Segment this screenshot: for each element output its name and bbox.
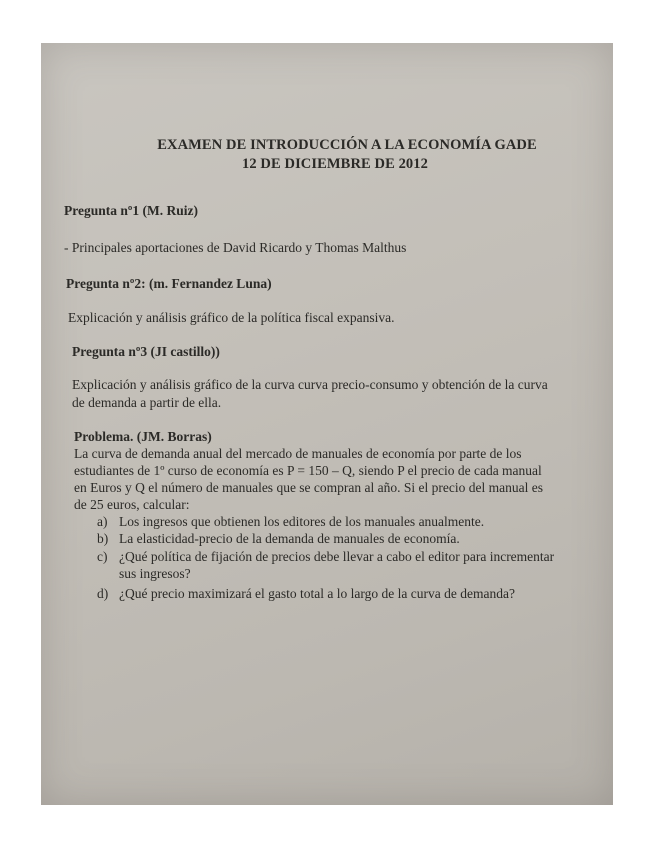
problem-item-c-continuation: sus ingresos?	[119, 566, 191, 581]
question-1-heading: Pregunta nº1 (M. Ruiz)	[64, 203, 198, 218]
question-3-heading: Pregunta nº3 (JI castillo))	[72, 344, 220, 359]
exam-title: EXAMEN DE INTRODUCCIÓN A LA ECONOMÍA GADE	[157, 137, 537, 153]
problem-statement-line: de 25 euros, calcular:	[74, 497, 190, 512]
question-2-heading: Pregunta nº2: (m. Fernandez Luna)	[66, 276, 272, 291]
item-label: b)	[97, 531, 109, 546]
exam-date: 12 DE DICIEMBRE DE 2012	[242, 156, 428, 172]
item-text: ¿Qué precio maximizará el gasto total a lo largo de la curva de demanda?	[119, 586, 515, 601]
problem-statement-line: La curva de demanda anual del mercado de manuales de economía por parte de los	[74, 446, 522, 461]
item-text: ¿Qué política de fijación de precios debe llevar a cabo el editor para incrementar	[119, 549, 555, 564]
problem-item-c	[97, 549, 554, 565]
exam-sheet	[41, 43, 613, 805]
item-label: c)	[97, 549, 108, 564]
problem-item-a	[97, 514, 484, 530]
problem-heading: Problema. (JM. Borras)	[74, 429, 212, 444]
item-label: a)	[97, 514, 108, 529]
item-label: d)	[97, 586, 109, 601]
question-3-line: de demanda a partir de ella.	[72, 395, 222, 410]
problem-statement-line: estudiantes de 1º curso de economía es P = 150 – Q, siendo P el precio de cada manual	[74, 463, 542, 478]
item-text: La elasticidad-precio de la demanda de manuales de economía.	[119, 531, 460, 546]
item-text: Los ingresos que obtienen los editores de los manuales anualmente.	[119, 514, 485, 529]
problem-statement-line: en Euros y Q el número de manuales que se compran al año. Si el precio del manual es	[74, 480, 543, 495]
question-3-line: Explicación y análisis gráfico de la curva curva precio-consumo y obtención de la curva	[72, 377, 548, 392]
question-1-text: - Principales aportaciones de David Ricardo y Thomas Malthus	[64, 240, 407, 255]
problem-item-d	[97, 586, 515, 602]
question-2-text: Explicación y análisis gráfico de la política fiscal expansiva.	[68, 310, 395, 325]
problem-item-b	[97, 531, 460, 547]
